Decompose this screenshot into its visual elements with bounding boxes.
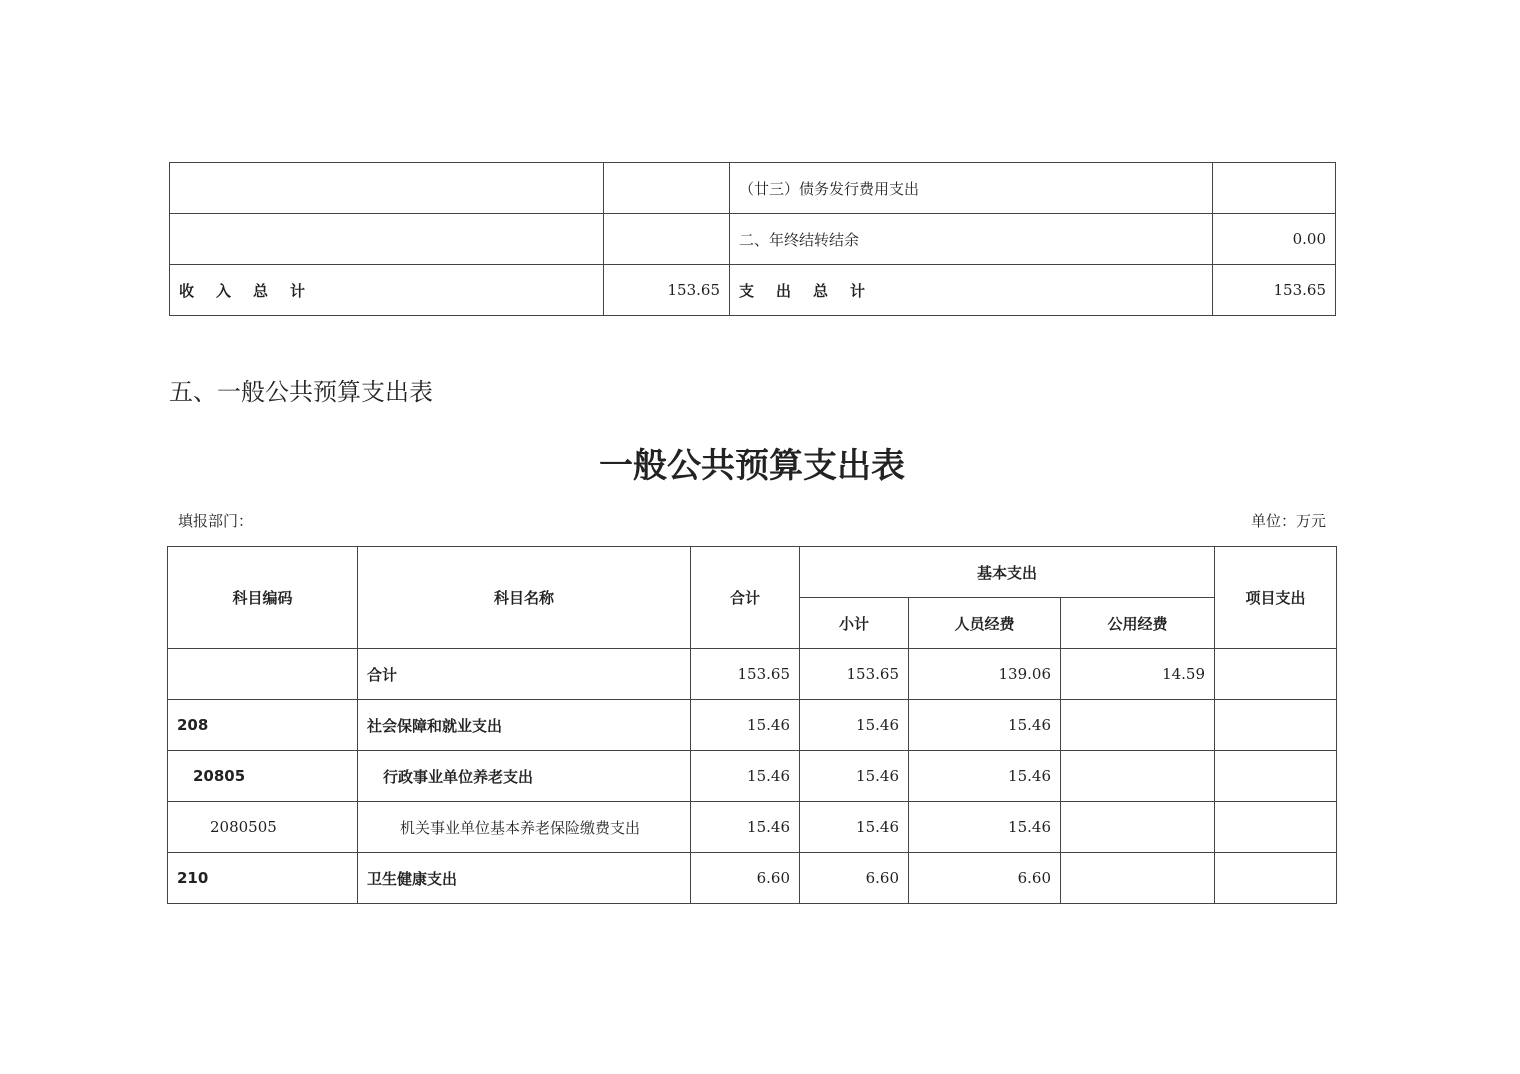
table-row bbox=[168, 802, 1337, 853]
public-cell bbox=[1061, 751, 1215, 802]
header-personnel: 人员经费 bbox=[909, 598, 1061, 649]
total-cell: 153.65 bbox=[691, 649, 800, 700]
code-cell: 20805 bbox=[168, 751, 358, 802]
header-row bbox=[168, 547, 1337, 598]
total-cell: 15.46 bbox=[691, 700, 800, 751]
income-total-value: 153.65 bbox=[604, 265, 730, 316]
name-cell: 行政事业单位养老支出 bbox=[358, 751, 691, 802]
income-expense-summary-table bbox=[169, 162, 1336, 316]
income-value-cell bbox=[604, 214, 730, 265]
code-cell: 210 bbox=[168, 853, 358, 904]
total-cell: 15.46 bbox=[691, 802, 800, 853]
expense-value-cell: 0.00 bbox=[1213, 214, 1336, 265]
expense-value-cell bbox=[1213, 163, 1336, 214]
total-cell: 15.46 bbox=[691, 751, 800, 802]
header-name: 科目名称 bbox=[358, 547, 691, 649]
table-row bbox=[168, 751, 1337, 802]
project-cell bbox=[1215, 649, 1337, 700]
total-cell: 6.60 bbox=[691, 853, 800, 904]
total-row bbox=[170, 265, 1336, 316]
expense-total-label: 支 出 总 计 bbox=[730, 265, 1213, 316]
section-heading: 五、一般公共预算支出表 bbox=[169, 378, 433, 406]
table-row bbox=[168, 853, 1337, 904]
code-cell bbox=[168, 649, 358, 700]
general-budget-expenditure-table bbox=[167, 546, 1337, 904]
expense-item-cell: （廿三）债务发行费用支出 bbox=[730, 163, 1213, 214]
code-cell: 208 bbox=[168, 700, 358, 751]
subtotal-cell: 15.46 bbox=[800, 802, 909, 853]
name-cell: 社会保障和就业支出 bbox=[358, 700, 691, 751]
department-label: 填报部门： bbox=[178, 512, 254, 530]
expense-total-value: 153.65 bbox=[1213, 265, 1336, 316]
table-row bbox=[168, 649, 1337, 700]
page-title: 一般公共预算支出表 bbox=[599, 446, 905, 486]
project-cell bbox=[1215, 751, 1337, 802]
header-subtotal: 小计 bbox=[800, 598, 909, 649]
project-cell bbox=[1215, 802, 1337, 853]
unit-label: 单位：万元 bbox=[1250, 512, 1326, 530]
income-total-label: 收 入 总 计 bbox=[170, 265, 604, 316]
personnel-cell: 15.46 bbox=[909, 751, 1061, 802]
header-code: 科目编码 bbox=[168, 547, 358, 649]
public-cell bbox=[1061, 853, 1215, 904]
name-cell: 合计 bbox=[358, 649, 691, 700]
name-cell: 卫生健康支出 bbox=[358, 853, 691, 904]
subtotal-cell: 15.46 bbox=[800, 751, 909, 802]
project-cell bbox=[1215, 700, 1337, 751]
subtotal-cell: 15.46 bbox=[800, 700, 909, 751]
header-project-expenditure: 项目支出 bbox=[1215, 547, 1337, 649]
header-basic-expenditure: 基本支出 bbox=[800, 547, 1215, 598]
income-item-cell bbox=[170, 163, 604, 214]
header-total: 合计 bbox=[691, 547, 800, 649]
table-row bbox=[168, 700, 1337, 751]
personnel-cell: 139.06 bbox=[909, 649, 1061, 700]
table-row bbox=[170, 163, 1336, 214]
income-item-cell bbox=[170, 214, 604, 265]
public-cell: 14.59 bbox=[1061, 649, 1215, 700]
public-cell bbox=[1061, 802, 1215, 853]
subtotal-cell: 153.65 bbox=[800, 649, 909, 700]
public-cell bbox=[1061, 700, 1215, 751]
expense-item-cell: 二、年终结转结余 bbox=[730, 214, 1213, 265]
name-cell: 机关事业单位基本养老保险缴费支出 bbox=[358, 802, 691, 853]
personnel-cell: 15.46 bbox=[909, 700, 1061, 751]
code-cell: 2080505 bbox=[168, 802, 358, 853]
project-cell bbox=[1215, 853, 1337, 904]
header-public: 公用经费 bbox=[1061, 598, 1215, 649]
table-row bbox=[170, 214, 1336, 265]
personnel-cell: 6.60 bbox=[909, 853, 1061, 904]
personnel-cell: 15.46 bbox=[909, 802, 1061, 853]
income-value-cell bbox=[604, 163, 730, 214]
subtotal-cell: 6.60 bbox=[800, 853, 909, 904]
